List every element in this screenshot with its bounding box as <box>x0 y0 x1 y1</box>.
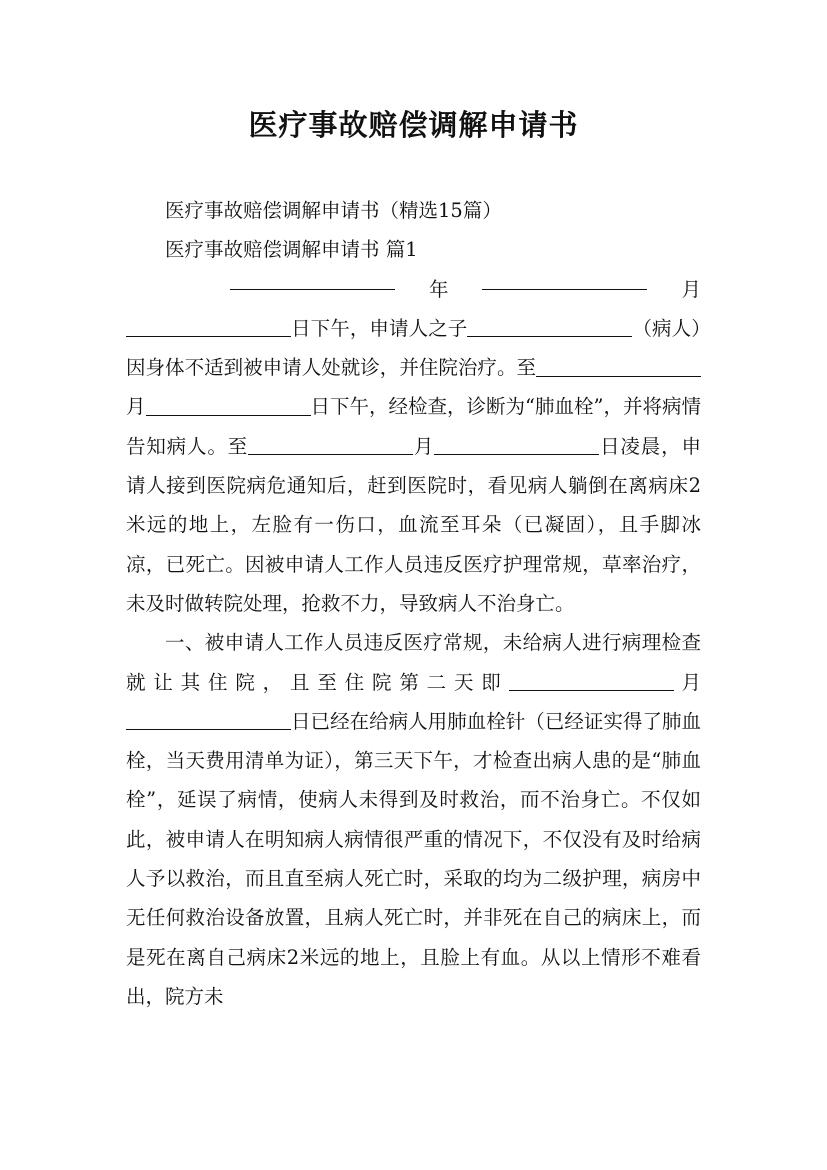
paragraph-2 <box>126 623 701 1016</box>
text-segment: 日下午，申请人之子 <box>291 316 468 340</box>
blank-line <box>126 710 291 731</box>
month-label: 月 <box>681 277 701 301</box>
blank-line <box>467 317 632 338</box>
blank-line <box>482 270 647 291</box>
blank-line <box>536 356 701 377</box>
text-segment: 月 <box>673 670 701 694</box>
blank-line <box>434 435 599 456</box>
blank-line <box>230 270 395 291</box>
text-segment: 月 <box>413 434 435 458</box>
text-segment: 一、被申请人工作人员违反医疗常规，未给病人进行病理检查就让其住院，且至住院第二天即 <box>126 631 701 694</box>
blank-line <box>509 670 674 691</box>
document-body <box>126 191 701 1016</box>
date-line <box>126 270 701 309</box>
document-title: 医疗事故赔偿调解申请书 <box>248 108 579 142</box>
text-segment: 月 <box>126 395 146 419</box>
year-label: 年 <box>428 277 449 301</box>
text-segment: 日下午，经检查，诊断为“肺血栓”，并将病情告知病人。至 <box>126 395 701 458</box>
paragraph-1 <box>126 270 701 624</box>
section-heading: 医疗事故赔偿调解申请书 篇1 <box>165 238 418 262</box>
blank-line <box>126 317 291 338</box>
blank-line <box>146 395 311 416</box>
text-segment: 日凌晨，申请人接到医院病危通知后，赶到医院时，看见病人躺倒在离病床2米远的地上，左脸有一伤口，血流至耳朵（已凝固），且手脚冰凉，已死亡。因被申请人工作人员违反医疗护理常规，草率治疗，未及时做转院处理，抢救不力，导致病人不治身亡。 <box>126 434 701 615</box>
text-segment: 日已经在给病人用肺血栓针（已经证实得了肺血栓，当天费用清单为证），第三天下午，才检查出病人患的是“肺血栓”，延误了病情，使病人未得到及时救治，而不治身亡。不仅如此，被申请人在明知病人病情很严重的情况下，不仅没有及时给病人予以救治，而且直至病人死亡时，采取的均为二级护理，病房中无任何救治设备放置，且病人死亡时，并非死在自己的病床上，而是死在离自己病床2米远的地上，且脸上有血。从以上情形不难看出，院方未 <box>126 709 701 1008</box>
blank-line <box>248 435 413 456</box>
document-subtitle: 医疗事故赔偿调解申请书（精选15篇） <box>165 199 502 222</box>
text-segment: （病人）因身体不适到被申请人处就诊，并住院治疗。至 <box>126 316 701 380</box>
paragraph-1-text <box>126 309 701 623</box>
